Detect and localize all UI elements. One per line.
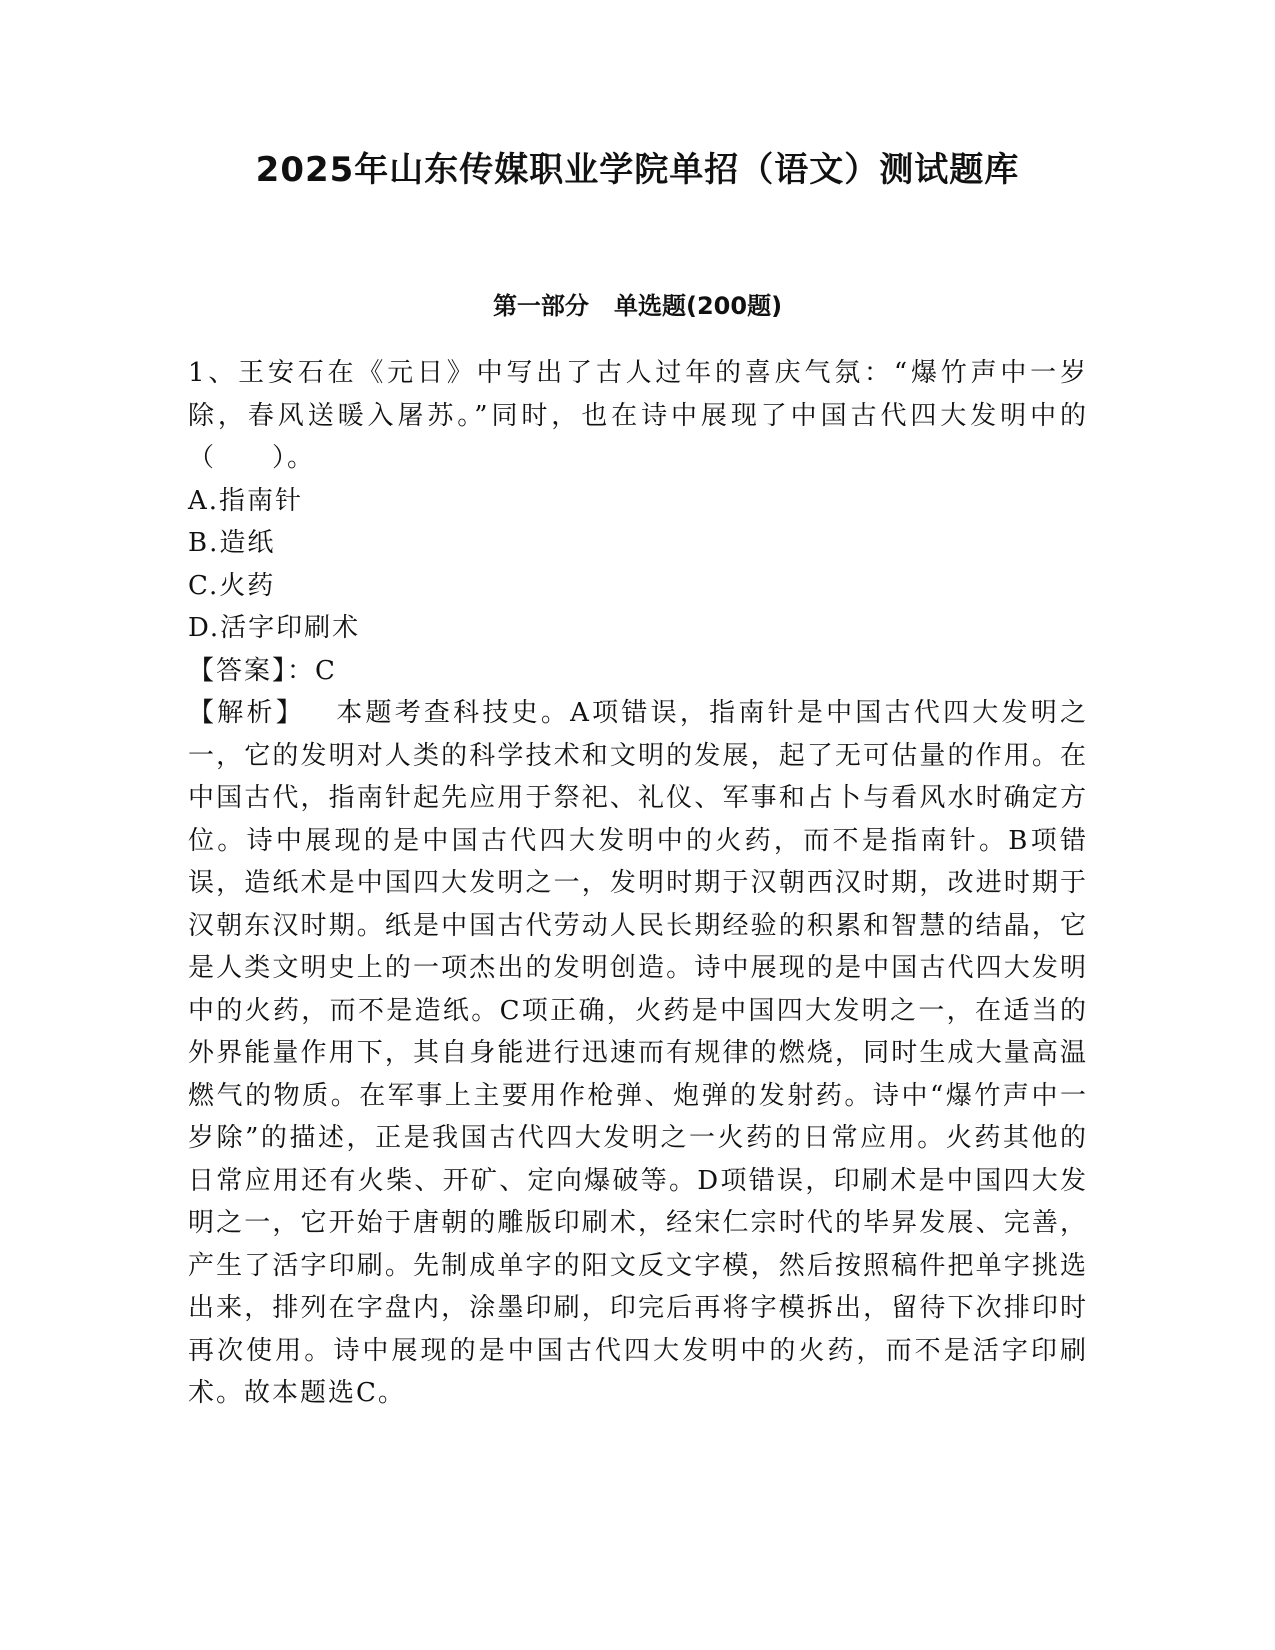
- option-a: A.指南针: [188, 485, 304, 516]
- document-title: 2025年山东传媒职业学院单招（语文）测试题库: [255, 150, 1020, 190]
- answer-value: C: [315, 655, 337, 686]
- answer-label: 【答案】：: [188, 655, 316, 686]
- question-stem: 1、王安石在《元日》中写出了古人过年的喜庆气氛：“爆竹声中一岁除，春风送暖入屠苏。”同时，也在诗中展现了中国古代四大发明中的（ ）。: [188, 358, 1088, 473]
- options-list: [188, 480, 1088, 650]
- option-b: B.造纸: [188, 528, 276, 558]
- option-d: D.活字印刷术: [188, 613, 361, 643]
- answer-line: [188, 650, 1088, 693]
- question-block: [188, 352, 1088, 1415]
- explanation: [188, 692, 1088, 1415]
- section-title: 第一部分 单选题(200题): [492, 292, 783, 320]
- explanation-label: 【解析】: [188, 698, 305, 728]
- explanation-text: 本题考查科技史。A项错误，指南针是中国古代四大发明之一，它的发明对人类的科学技术和文明的发展，起了无可估量的作用。在中国古代，指南针起先应用于祭祀、礼仪、军事和占卜与看风水时确定方位。诗中展现的是中国古代四大发明中的火药，而不是指南针。B项错误，造纸术是中国四大发明之一，发明时期于汉朝西汉时期，改进时期于汉朝东汉时期。纸是中国古代劳动人民长期经验的积累和智慧的结晶，它是人类文明史上的一项杰出的发明创造。诗中展现的是中国古代四大发明中的火药，而不是造纸。C项正确，火药是中国四大发明之一，在适当的外界能量作用下，其自身能进行迅速而有规律的燃烧，同时生成大量高温燃气的物质。在军事上主要用作枪弹、炮弹的发射药。诗中“爆竹声中一岁除”的描述，正是我国古代四大发明之一火药的日常应用。火药其他的日常应用还有火柴、开矿、定向爆破等。D项错误，印刷术是中国四大发明之一，它开始于唐朝的雕版印刷术，经宋仁宗时代的毕昇发展、完善，产生了活字印刷。先制成单字的阳文反文字模，然后按照稿件把单字挑选出来，排列在字盘内，涂墨印刷，印完后再将字模拆出，留待下次排印时再次使用。诗中展现的是中国古代四大发明中的火药，而不是活字印刷术。故本题选C。: [188, 698, 1088, 1408]
- option-c: C.火药: [188, 570, 276, 601]
